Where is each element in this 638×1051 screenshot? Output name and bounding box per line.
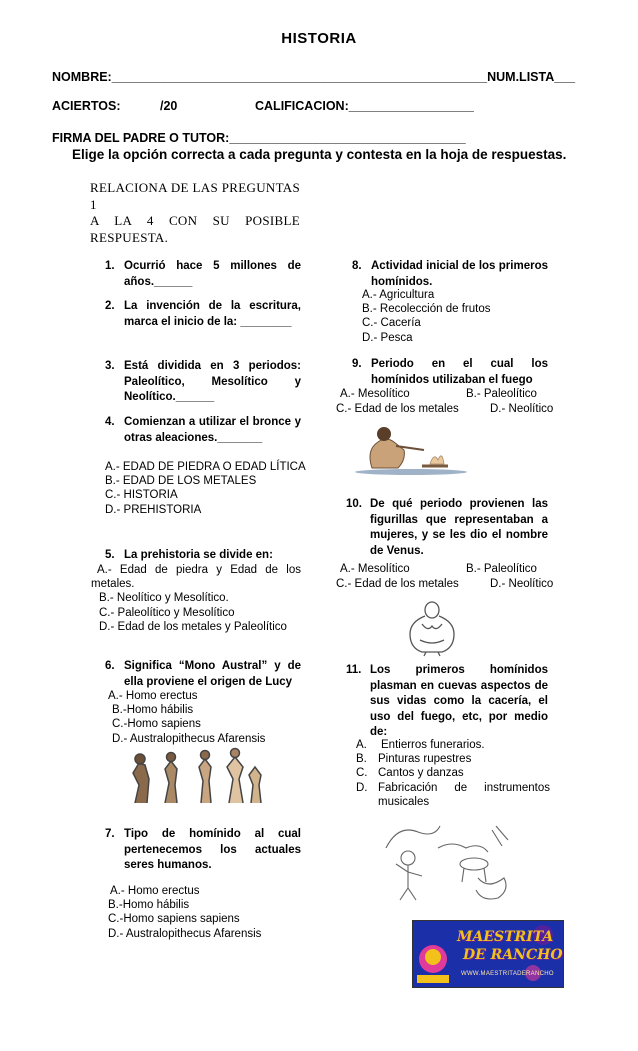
question-number: 6. — [105, 660, 115, 672]
option-a: A.- Homo erectus — [108, 690, 198, 702]
cave-painting-illustration — [378, 818, 514, 902]
question-number: 11. — [346, 664, 362, 676]
question-text: Los primeros homínidos plasman en cuevas aspectos de sus vidas como la cacería, el uso del fuego, etc, por medio de: — [370, 664, 548, 738]
calificacion-field: CALIFICACION:__________________ — [255, 99, 474, 113]
option-b: B.-Homo hábilis — [108, 899, 190, 912]
question-6-options — [108, 689, 265, 746]
question-4 — [105, 415, 301, 447]
option-d: D.- Edad de los metales y Paleolítico — [99, 620, 287, 633]
relaciona-line-1: RELACIONA DE LAS PREGUNTAS 1 — [90, 180, 300, 212]
q9-option-c: C.- Edad de los metales — [336, 403, 459, 415]
answer-c: C.- HISTORIA — [105, 489, 178, 502]
answer-a: A.- EDAD DE PIEDRA O EDAD LÍTICA — [105, 461, 306, 473]
relaciona-instruction — [90, 180, 300, 246]
question-10 — [346, 497, 548, 561]
question-11-options — [356, 738, 550, 809]
question-number: 8. — [352, 260, 362, 272]
option-d: D.- Australopithecus Afarensis — [112, 732, 266, 745]
option-c: C.- Paleolítico y Mesolítico — [99, 606, 235, 619]
instructions: Elige la opción correcta a cada pregunta y contesta en la hoja de respuestas. — [72, 147, 567, 162]
option-c: C.- Cacería — [362, 317, 421, 330]
relaciona-line-3: RESPUESTA. — [90, 229, 169, 245]
question-7 — [105, 827, 301, 875]
question-3 — [105, 359, 301, 407]
q10-option-c: C.- Edad de los metales — [336, 578, 459, 590]
question-11 — [346, 663, 548, 738]
option-b: B.- Neolítico y Mesolítico. — [99, 592, 229, 605]
logo-line-1: MAESTRITA — [457, 929, 554, 945]
question-9 — [352, 357, 548, 389]
option-b: B. Pinturas rupestres — [356, 753, 472, 766]
question-5-options — [91, 563, 301, 634]
option-d: D.- Australopithecus Afarensis — [108, 927, 262, 940]
q9-option-b: B.- Paleolítico — [466, 388, 537, 400]
option-c: C.-Homo sapiens sapiens — [108, 913, 240, 926]
question-text: Periodo en el cual los homínidos utilizaban el fuego — [371, 358, 548, 386]
question-1 — [105, 259, 301, 291]
question-number: 1. — [105, 260, 115, 272]
question-number: 4. — [105, 416, 115, 428]
question-number: 7. — [105, 828, 115, 840]
aciertos-value: /20 — [160, 99, 178, 113]
logo-line-2: DE RANCHO — [463, 947, 563, 963]
q10-option-b: B.- Paleolítico — [466, 563, 537, 575]
aciertos-label: ACIERTOS: — [52, 99, 121, 113]
question-text: Actividad inicial de los primeros homínidos. — [371, 260, 548, 288]
answer-b: B.- EDAD DE LOS METALES — [105, 475, 257, 488]
option-d-continued: musicales — [378, 795, 430, 808]
option-a: A.- Edad de piedra y Edad de los — [97, 564, 301, 576]
question-text: Comienzan a utilizar el bronce y otras aleaciones._______ — [124, 416, 301, 444]
option-c: C.-Homo sapiens — [112, 718, 201, 731]
q10-option-d: D.- Neolítico — [490, 578, 554, 590]
q9-option-d: D.- Neolítico — [490, 403, 554, 415]
question-2 — [105, 299, 301, 331]
venus-figurine-illustration — [400, 600, 464, 658]
option-d: D.- Pesca — [362, 331, 413, 344]
question-6 — [105, 659, 301, 691]
question-number: 5. — [105, 549, 115, 561]
question-5 — [105, 548, 305, 564]
question-number: 3. — [105, 360, 115, 372]
option-a-continued: metales. — [91, 578, 135, 591]
logo-line-3: WWW.MAESTRITADERANCHO — [461, 971, 554, 977]
question-text: La prehistoria se divide en: — [124, 549, 273, 561]
q9-option-a: A.- Mesolítico — [340, 388, 410, 400]
question-8 — [352, 259, 548, 291]
question-text: Está dividida en 3 periodos: Paleolítico, Mesolítico y Neolítico.______ — [124, 360, 301, 403]
relaciona-line-2: A LA 4 CON SU POSIBLE — [90, 213, 300, 228]
question-number: 9. — [352, 358, 362, 370]
evolution-illustration — [125, 745, 265, 807]
question-7-options — [108, 884, 261, 941]
maestrita-logo — [412, 920, 564, 988]
fire-illustration — [352, 420, 470, 476]
nombre-field: NOMBRE:______________________________________________________NUM.LISTA___ — [52, 70, 576, 84]
answer-d: D.- PREHISTORIA — [105, 503, 202, 516]
option-a: A.- Agricultura — [362, 289, 435, 301]
question-number: 10. — [346, 498, 362, 510]
question-text: Tipo de homínido al cual pertenecemos los actuales seres humanos. — [124, 828, 301, 871]
option-a: A. Entierros funerarios. — [356, 739, 485, 751]
firma-field: FIRMA DEL PADRE O TUTOR:__________________________________ — [52, 131, 466, 145]
option-d: D. Fabricación de instrumentos — [356, 781, 550, 794]
answer-list-1-4 — [105, 460, 306, 517]
page-title: HISTORIA — [281, 30, 357, 47]
option-b: B.- Recolección de frutos — [362, 303, 491, 316]
question-text: La invención de la escritura, marca el inicio de la: ________ — [124, 300, 301, 328]
question-text: De qué periodo provienen las figurillas que representaban a mujeres, y se les dio el nombre de Venus. — [370, 498, 548, 557]
option-b: B.-Homo hábilis — [112, 704, 194, 717]
question-text: Ocurrió hace 5 millones de años.______ — [124, 260, 301, 288]
option-a: A.- Homo erectus — [110, 885, 200, 897]
option-c: C. Cantos y danzas — [356, 767, 464, 780]
question-8-options — [362, 288, 490, 345]
question-number: 2. — [105, 300, 115, 312]
q10-option-a: A.- Mesolítico — [340, 563, 410, 575]
question-text: Significa “Mono Austral” y de ella proviene el origen de Lucy — [124, 660, 301, 688]
